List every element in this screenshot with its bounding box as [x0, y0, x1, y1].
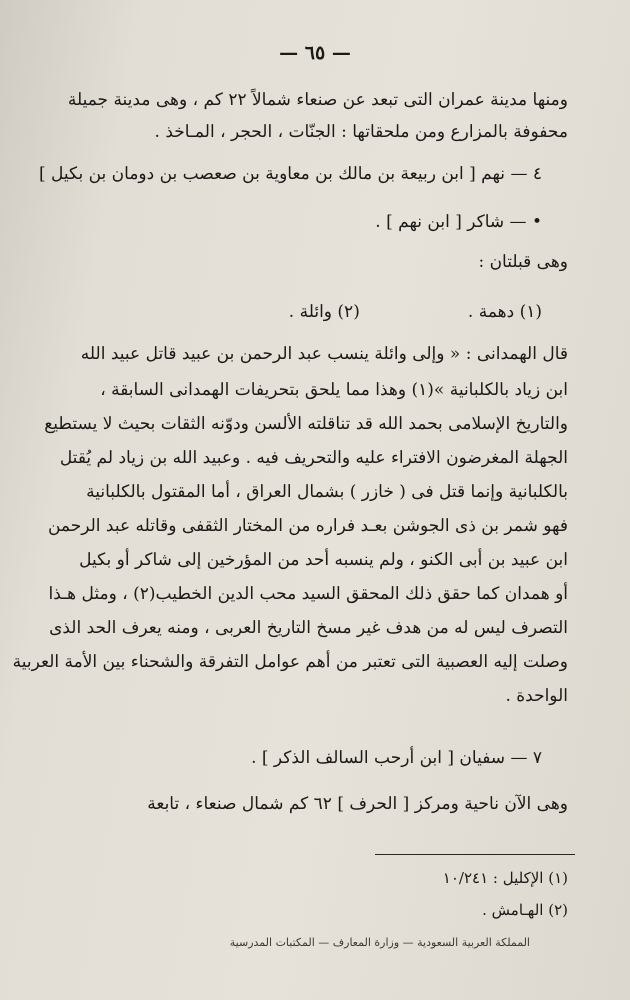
text-line: ٤ — نهم [ ابن ربيعة بن مالك بن معاوية بن صعصب بن دومان بن بكيل ]	[39, 164, 542, 184]
text-line: قال الهمدانى : « وإلى وائلة ينسب عبد الرحمن بن عبيد قاتل عبيد الله	[80, 344, 568, 364]
text-line: وهى الآن ناحية ومركز [ الحرف ] ٦٢ كم شمال صنعاء ، تابعة	[147, 794, 568, 814]
text-line: (١) دهمة . (٢) وائلة .	[288, 302, 542, 322]
text-line: محفوفة بالمزارع ومن ملحقاتها : الجنّات ، الحجر ، المـاخذ .	[154, 122, 568, 142]
text-line: • — شاكر [ ابن نهم ] .	[375, 212, 542, 232]
text-line: التصرف ليس له من هدف غير مسخ التاريخ العربى ، ومنه يعرف الحد الذى	[49, 618, 568, 638]
text-line: ٧ — سفيان [ ابن أرحب السالف الذكر ] .	[251, 748, 542, 768]
text-line: ومنها مدينة عمران التى تبعد عن صنعاء شمالاً ٢٢ كم ، وهى مدينة جميلة	[67, 90, 568, 110]
text-line: فهو شمر بن ذى الجوشن بعـد فراره من المختار الثقفى وقاتله عبد الرحمن	[47, 516, 568, 536]
text-line: أو همدان كما حقق ذلك المحقق السيد محب الدين الخطيب(٢) ، ومثل هـذا	[48, 584, 568, 604]
text-line: الواحدة .	[505, 686, 568, 706]
publisher-footer: المملكة العربية السعودية — وزارة المعارف — المكتبات المدرسية	[229, 936, 530, 949]
text-line: والتاريخ الإسلامى بحمد الله قد تناقلته الألسن ودوّنه الثقات بحيث لا يستطيع	[44, 414, 568, 434]
footnote-divider	[375, 854, 575, 855]
footnote: (١) الإكليل : ١٠/٢٤١	[442, 869, 568, 887]
text-line: الجهلة المغرضون الافتراء عليه والتحريف فيه . وعبيد الله بن زياد لم يُقتل	[59, 448, 568, 468]
text-line: وصلت إليه العصبية التى تعتبر من أهم عوامل التفرقة والشحناء بين الأمة العربية	[12, 652, 568, 672]
text-line: بالكلبانية وإنما قتل فى ( خازر ) بشمال العراق ، أما المقتول بالكلبانية	[86, 482, 568, 502]
text-line: ابن عبيد بن أبى الكنو ، ولم ينسبه أحد من المؤرخين إلى شاكر أو بكيل	[79, 550, 568, 570]
text-line: وهى قبلتان :	[478, 252, 568, 272]
footnote: (٢) الهـامش .	[482, 901, 568, 919]
page-number: — ٦٥ —	[279, 42, 351, 64]
text-line: ابن زياد بالكلبانية »(١) وهذا مما يلحق بتحريفات الهمدانى السابقة ،	[100, 380, 568, 400]
